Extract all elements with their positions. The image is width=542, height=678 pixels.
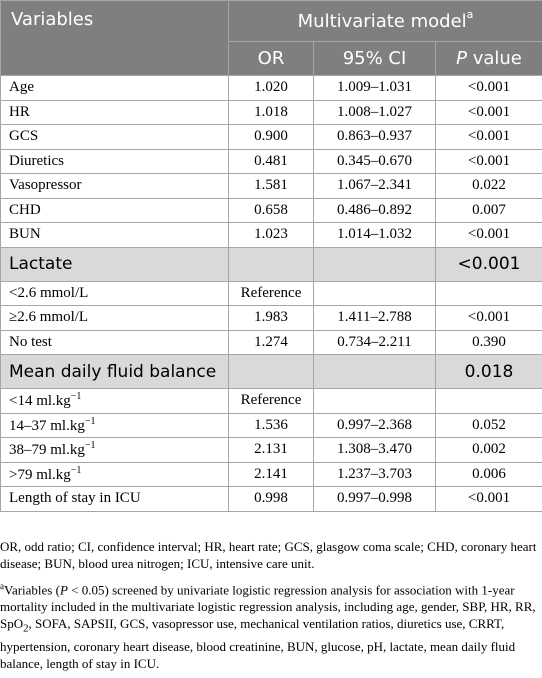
cell-or-text: 1.023 [254,226,288,242]
cell-variable-text: BUN [9,226,41,242]
cell-or-text: 1.983 [254,309,288,325]
cell-variable-unit-sup: −1 [85,416,96,427]
cell-ci-text: 0.863–0.937 [337,128,412,144]
cell-p-value [436,330,542,355]
cell-p-value [436,247,542,281]
cell-or [229,174,314,199]
cell-variable-text: CHD [9,202,41,218]
cell-ci-text: 0.486–0.892 [337,202,412,218]
cell-p-value-text: <0.001 [468,309,510,325]
cell-or-text: 0.900 [254,128,288,144]
cell-or [229,355,314,389]
cell-p-value-text: 0.052 [472,417,506,433]
cell-ci [314,149,436,174]
cell-or [229,413,314,438]
cell-variable-text: Mean daily fluid balance [9,362,216,382]
cell-p-value-text: <0.001 [468,128,510,144]
cell-p-value [436,487,542,512]
cell-ci-text: 1.308–3.470 [337,441,412,457]
footnote-a-p: P [60,582,68,597]
cell-variable-unit-sup: −1 [71,465,82,476]
cell-p-value-text: <0.001 [468,490,510,506]
cell-or-text: 0.658 [254,202,288,218]
cell-p-value-text: <0.001 [458,254,521,274]
cell-or-text: 0.481 [254,153,288,169]
cell-variable-unit-sup: −1 [71,391,82,402]
cell-or [229,76,314,101]
cell-variable [1,223,229,248]
footnote-abbreviations: OR, odd ratio; CI, confidence interval; HR, heart rate; GCS, glasgow coma scale; CHD, coronary heart disease; BUN, blood urea nitrogen; ICU, intensive care unit. [0,538,542,572]
cell-ci [314,198,436,223]
cell-variable [1,125,229,150]
cell-variable-text: Age [9,79,34,95]
cell-ci [314,125,436,150]
table-row [1,125,542,150]
cell-ci [314,76,436,101]
cell-p-value [436,438,542,463]
cell-variable-text: <14 ml.kg [9,393,71,409]
cell-ci-text: 1.411–2.788 [337,309,411,325]
cell-variable [1,389,229,414]
cell-variable-text: HR [9,104,30,120]
cell-or [229,149,314,174]
cell-p-value [436,389,542,414]
cell-or [229,198,314,223]
cell-p-value [436,125,542,150]
header-model-text: Multivariate model [298,11,467,32]
cell-p-value [436,149,542,174]
cell-p-value-text: <0.001 [468,104,510,120]
cell-p-value-text: <0.001 [468,153,510,169]
table-row [1,306,542,331]
cell-or-text: 0.998 [254,490,288,506]
header-multivariate-model [229,1,542,42]
cell-ci [314,487,436,512]
cell-p-value [436,198,542,223]
cell-or-text: 1.274 [254,334,288,350]
table-row [1,413,542,438]
cell-or-text: 2.131 [254,441,288,457]
cell-variable-unit-sup: −1 [85,440,96,451]
cell-ci-text: 1.014–1.032 [337,226,412,242]
cell-variable-text: ≥2.6 mmol/L [9,309,88,325]
cell-or [229,100,314,125]
cell-p-value-text: <0.001 [468,226,510,242]
table-footnotes [0,538,542,678]
header-variables: Variables [1,1,229,76]
cell-variable [1,174,229,199]
cell-variable-text: No test [9,334,52,350]
cell-or [229,125,314,150]
table-row [1,487,542,512]
cell-or-text: 1.020 [254,79,288,95]
cell-p-value [436,174,542,199]
cell-ci-text: 1.008–1.027 [337,104,412,120]
cell-variable [1,462,229,487]
cell-ci [314,330,436,355]
cell-p-value [436,355,542,389]
cell-variable-text: GCS [9,128,38,144]
table-body [1,76,542,512]
cell-or [229,247,314,281]
cell-ci [314,462,436,487]
footnote-a-part2: < 0.05) screened by univariate logistic regression analysis for association with 1-year mortality included in the multivariate logistic regression analysis, including age, gender, SBP, HR, RR, SpO [0,582,536,631]
table-group-row [1,355,542,389]
cell-or [229,223,314,248]
table-row [1,330,542,355]
cell-or [229,330,314,355]
cell-p-value-text: 0.002 [472,441,506,457]
footnote-a [0,578,542,672]
cell-ci [314,281,436,306]
table-row [1,389,542,414]
cell-p-value [436,413,542,438]
table-row [1,462,542,487]
table-row [1,149,542,174]
cell-variable [1,487,229,512]
cell-or [229,438,314,463]
cell-or [229,281,314,306]
cell-ci [314,100,436,125]
header-p-suffix: value [467,48,522,69]
cell-variable-text: Length of stay in ICU [9,490,141,506]
cell-or [229,462,314,487]
cell-ci-text: 1.067–2.341 [337,177,412,193]
cell-or-text: 1.018 [254,104,288,120]
header-row-1 [1,1,542,42]
cell-variable [1,100,229,125]
cell-variable [1,306,229,331]
cell-or-text: 2.141 [254,466,288,482]
table-row [1,438,542,463]
cell-p-value-text: <0.001 [468,79,510,95]
cell-ci-text: 0.997–2.368 [337,417,412,433]
cell-variable-text: Lactate [9,254,72,274]
cell-variable [1,281,229,306]
cell-p-value [436,462,542,487]
header-p-value [436,42,542,76]
table-row [1,198,542,223]
table-row [1,100,542,125]
footnote-a-part1: Variables ( [4,582,60,597]
cell-variable-text: 38–79 ml.kg [9,442,85,458]
cell-ci-text: 0.997–0.998 [337,490,412,506]
cell-variable [1,76,229,101]
cell-variable [1,330,229,355]
footnote-a-sub: 2 [23,623,28,635]
cell-ci-text: 1.009–1.031 [337,79,412,95]
cell-or-text: 1.581 [254,177,288,193]
cell-ci-text: 0.345–0.670 [337,153,412,169]
cell-or-text: Reference [241,285,302,301]
cell-p-value [436,223,542,248]
table-row [1,174,542,199]
cell-or-text: 1.536 [254,417,288,433]
cell-or [229,306,314,331]
cell-p-value-text: 0.007 [472,202,506,218]
cell-variable-text: >79 ml.kg [9,467,71,483]
cell-p-value-text: 0.390 [472,334,506,350]
cell-variable-text: 14–37 ml.kg [9,418,85,434]
cell-or-text: Reference [241,392,302,408]
cell-ci [314,438,436,463]
cell-ci [314,389,436,414]
cell-variable [1,247,229,281]
footnote-a-marker: a [0,581,4,591]
cell-ci [314,306,436,331]
table-group-row [1,247,542,281]
table-row [1,281,542,306]
header-model-sup: a [467,8,474,21]
cell-p-value-text: 0.022 [472,177,506,193]
cell-p-value-text: 0.018 [465,362,514,382]
cell-p-value-text: 0.006 [472,466,506,482]
table-row [1,76,542,101]
cell-ci [314,223,436,248]
cell-ci [314,174,436,199]
cell-p-value [436,281,542,306]
footnote-a-part3: , SOFA, SAPSII, GCS, vasopressor use, mechanical ventilation ratios, diuretics use, CRRT, hypertension, coronary heart disease, blood creatinine, BUN, glucose, pH, lactate, mean daily fluid balance, length of stay in ICU. [0,616,515,671]
cell-ci [314,247,436,281]
header-p-italic: P [456,48,467,69]
cell-variable-text: Vasopressor [9,177,82,193]
cell-variable [1,413,229,438]
cell-p-value [436,100,542,125]
cell-variable [1,438,229,463]
cell-ci [314,413,436,438]
cell-p-value [436,76,542,101]
cell-or [229,389,314,414]
cell-or [229,487,314,512]
cell-variable [1,149,229,174]
cell-variable [1,198,229,223]
header-ci: 95% CI [314,42,436,76]
cell-variable [1,355,229,389]
table-row [1,223,542,248]
cell-variable-text: <2.6 mmol/L [9,285,88,301]
cell-p-value [436,306,542,331]
cell-ci-text: 0.734–2.211 [337,334,411,350]
cell-ci [314,355,436,389]
header-or: OR [229,42,314,76]
cell-variable-text: Diuretics [9,153,64,169]
cell-ci-text: 1.237–3.703 [337,466,412,482]
